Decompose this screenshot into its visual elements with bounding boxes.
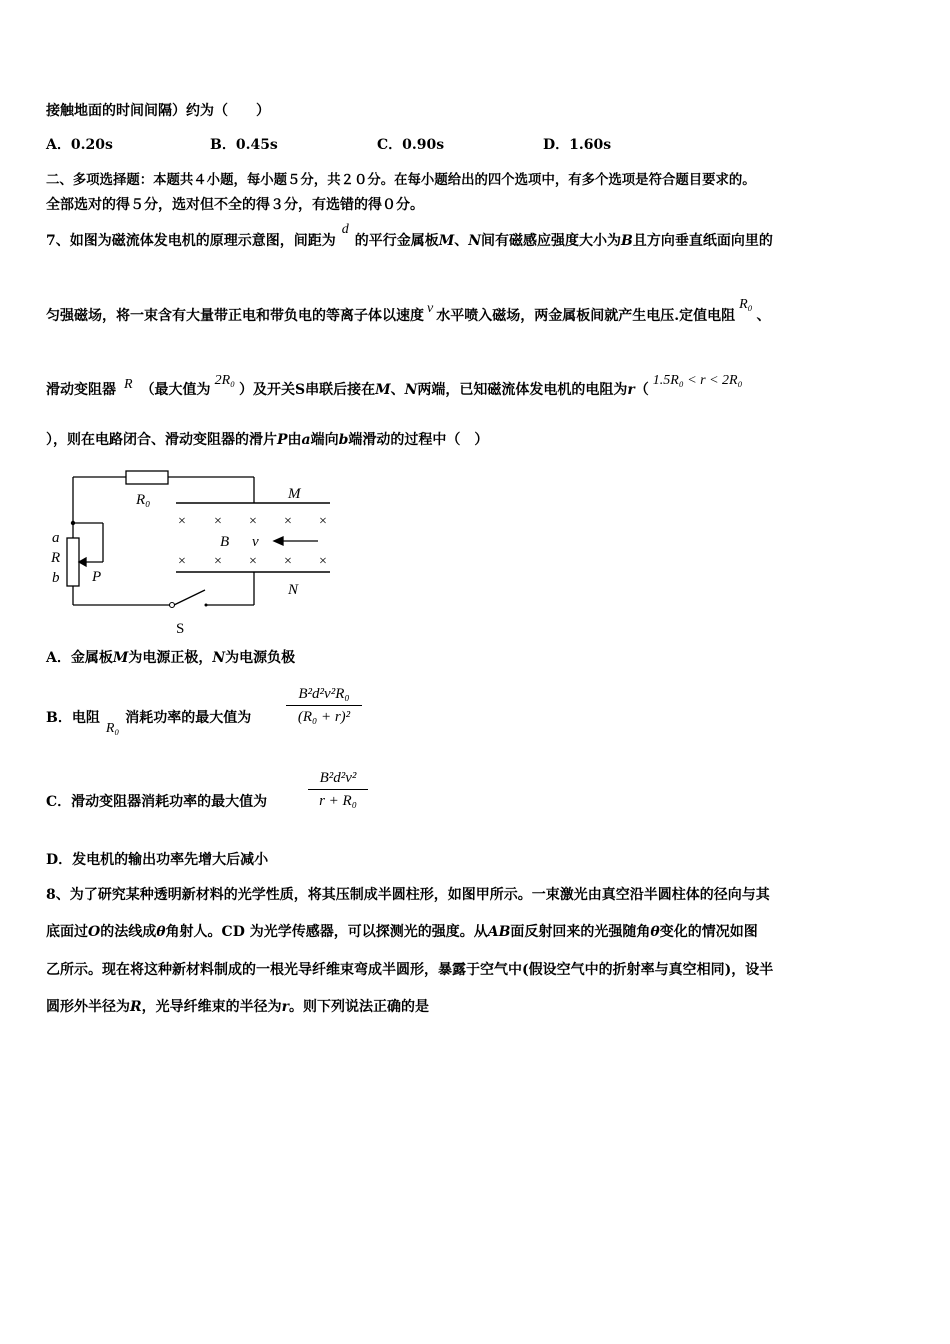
label-S: S [176,621,185,637]
q7-text: 7、如图为磁流体发电机的原理示意图，间距为 [46,233,336,249]
q7-text: ），则在电路闭合、滑动变阻器的滑片 [46,432,277,448]
circuit-diagram [40,462,340,640]
fraction-c-numerator: B²d²v² [319,770,357,786]
symbol-S: S [294,382,306,398]
symbol-P: P [277,432,288,448]
field-cross: × [249,554,257,569]
q7-text: 滑动变阻器 [46,382,116,398]
q7-option-text: B．电阻 [46,710,100,726]
q7-text: 端滑动的过程中（ ） [348,432,489,448]
symbol-r: r [627,382,635,398]
label-R0: R₀ [136,492,151,508]
slider-arrow [79,558,86,566]
q6-option-c: C．0.90s [377,137,445,153]
q7-text: 水平喷入磁场，两金属板间就产生电压.定值电阻 [436,308,736,324]
q7-text: ）及开关 [238,382,295,398]
fraction-c [306,768,370,811]
symbol-R0: R₀ [105,721,120,736]
q7-option-text: 为电源负极 [225,650,296,666]
symbol-theta: θ [650,924,660,940]
field-cross: × [214,554,222,569]
q7-text: （最大值为 [140,382,211,398]
symbol-R: R [124,377,133,392]
fraction-b-numerator: B²d²v²R₀ [298,686,350,702]
symbol-2R0: 2R₀ [214,373,235,388]
symbol-R0: R₀ [739,297,753,312]
q7-text: 串联后接在 [305,382,376,398]
label-R: R [51,550,61,566]
q7-text: （ [634,382,649,398]
fraction-line [308,789,368,790]
q7-option-text: A．金属板 [46,650,113,666]
section2-line1: 二、多项选择题：本题共４小题，每小题５分，共２０分。在每小题给出的四个选项中，有多个选项是符合题目要求的。 [46,172,756,188]
label-a: a [52,530,60,546]
label-B: B [220,534,230,550]
symbol-v: v [427,301,434,316]
q7-option-a [46,648,295,668]
q8-text: ，光导纤维束的半径为 [141,999,282,1015]
q7-text: 且方向垂直纸面向里的 [632,233,773,249]
resistor-R0 [126,471,168,484]
q7-text: 由 [287,432,302,448]
q6-option-a: A．0.20s [46,137,113,153]
condition-formula: 1.5R₀ < r < 2R₀ [652,373,743,388]
q7-text: 匀强磁场，将一束含有大量带正电和带负电的等离子体以速度 [46,308,424,324]
fraction-line [286,705,362,706]
switch-contact [170,603,175,608]
field-cross: × [214,514,222,529]
q8-text: 的法线成 [100,924,157,940]
fraction-b [284,684,364,727]
velocity-arrowhead [274,537,283,545]
q8-text: 圆形外半径为 [46,999,130,1015]
field-cross: × [284,514,292,529]
symbol-a: a [301,432,311,448]
q7-option-d: D．发电机的输出功率先增大后减小 [46,852,269,868]
q7-line1 [46,222,773,252]
q8-text: 面反射回来的光强随角 [510,924,651,940]
q6-option-d: D．1.60s [543,137,612,153]
field-cross: × [284,554,292,569]
q8-text: 角射人。CD 为光学传感器，可以探测光的强度。从 [165,924,488,940]
label-v: v [252,534,259,550]
symbol-d: d [341,222,349,237]
fraction-c-denominator: r + R₀ [319,793,357,809]
q7-option-text: 为电源正极， [128,650,213,666]
switch-lever [174,590,205,605]
section2-line2: 全部选对的得５分，选对但不全的得３分，有选错的得０分。 [46,197,424,213]
field-cross: × [249,514,257,529]
label-b: b [52,570,60,586]
q7-option-text: 消耗功率的最大值为 [125,710,252,726]
q7-line4 [46,430,488,450]
q6-option-b: B．0.45s [210,137,278,153]
symbol-M: M [438,233,455,249]
symbol-B: B [621,233,633,249]
q7-text: 的平行金属板 [354,233,439,249]
symbol-AB: AB [487,924,511,940]
symbol-N: N [212,650,226,666]
symbol-M: M [112,650,129,666]
rheostat-R [67,538,79,586]
q8-text: 变化的情况如图 [659,924,758,940]
q8-line2 [46,922,758,942]
label-M: M [288,486,301,502]
symbol-N: N [404,382,418,398]
field-cross: × [319,514,327,529]
symbol-N: N [468,233,482,249]
symbol-r: r [281,999,290,1015]
symbol-b: b [338,432,349,448]
symbol-theta: θ [156,924,166,940]
q8-line4 [46,997,429,1017]
q7-text: 间有磁感应强度大小为 [481,233,622,249]
junction-dot [71,521,75,525]
symbol-M: M [375,382,391,398]
q7-text: 、 [454,233,469,249]
q7-line2 [46,297,771,327]
switch-contact [205,604,208,607]
field-cross: × [178,554,186,569]
q7-text: 两端，已知磁流体发电机的电阻为 [417,382,628,398]
fraction-b-denominator: (R₀ + r)² [297,709,351,725]
q7-option-b [46,708,252,736]
label-N: N [288,582,299,598]
q6-tail-text: 接触地面的时间间隔）约为（ ） [46,103,270,119]
q8-text: 。则下列说法正确的是 [289,999,430,1015]
q8-line3: 乙所示。现在将这种新材料制成的一根光导纤维束弯成半圆形，暴露于空气中(假设空气中的折射率与真空相同)，设半 [46,962,774,978]
symbol-R: R [130,999,142,1015]
symbol-O: O [88,924,101,940]
field-cross: × [178,514,186,529]
field-cross: × [319,554,327,569]
q7-line3 [46,373,743,401]
q7-text: 端向 [310,432,339,448]
q8-text: 底面过 [46,924,88,940]
label-P: P [92,569,102,585]
q7-text: 、 [756,308,771,324]
q7-option-c: C．滑动变阻器消耗功率的最大值为 [46,794,268,810]
q8-line1: 8、为了研究某种透明新材料的光学性质，将其压制成半圆柱形，如图甲所示。一束激光由真空沿半圆柱体的径向与其 [46,887,770,903]
q7-text: 、 [390,382,405,398]
